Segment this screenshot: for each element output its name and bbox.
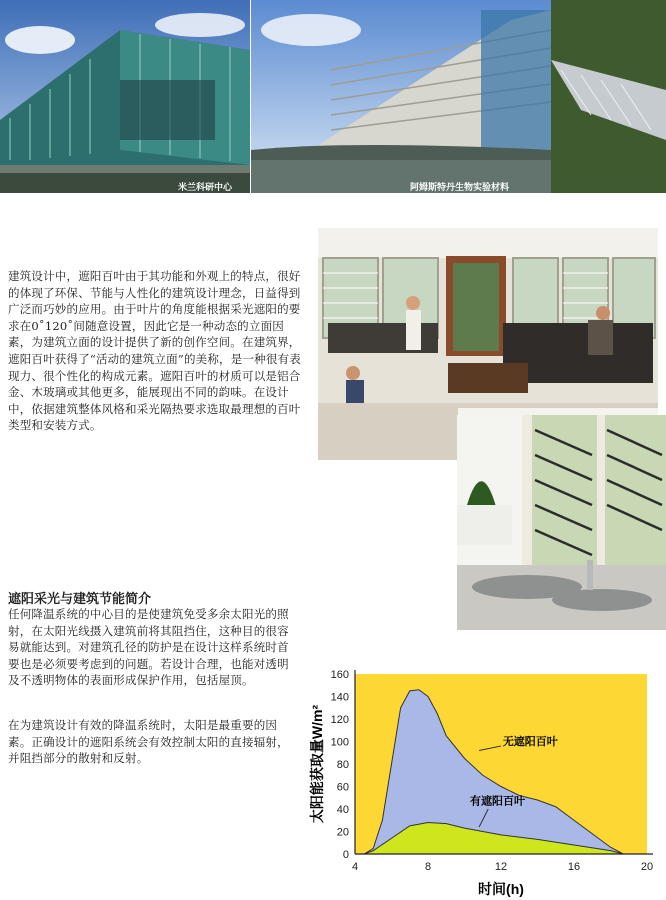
photo-kitchen-louvres — [457, 415, 666, 630]
y-tick-label: 80 — [336, 759, 349, 771]
x-tick-label: 12 — [494, 861, 508, 873]
y-tick-label: 160 — [330, 669, 349, 681]
y-tick-label: 20 — [336, 826, 349, 839]
intro-paragraph: 建筑设计中，遮阳百叶由于其功能和外观上的特点，很好的体现了环保、节能与人性化的建筑设计理念，日益得到广泛而巧妙的应用。由于叶片的角度能根据采光遮阳的要求在0˚120˚间随意设置，因此它是一种动态的立面因素，为建筑立面的设计提供了新的创作空间。在建筑界，遮阳百叶获得了“活动的建筑立面”的美称，是一种很有表现力、很个性化的构成元素。遮阳百叶的材质可以是铝合金、木玻璃或其他更多，能展现出不同的韵味。在设计中，依据建筑整体风格和采光隔热要求选取最理想的百叶类型和安装方式。 — [8, 269, 301, 433]
y-tick-label: 120 — [330, 714, 349, 726]
y-tick-label: 0 — [342, 849, 349, 861]
x-tick-label: 20 — [640, 861, 654, 873]
section-paragraph-2: 在为建筑设计有效的降温系统时，太阳是最重要的因素。正确设计的遮阳系统会有效控制太阳的直接辐射，并阻挡部分的散射和反射。 — [8, 718, 289, 766]
chart-x-axis-label: 时间(h) — [478, 881, 524, 897]
photo-milan-research-center — [0, 0, 250, 193]
section-heading: 遮阳采光与建筑节能简介 — [8, 591, 152, 606]
solar-gain-chart — [300, 662, 666, 900]
x-tick-label: 4 — [351, 861, 359, 873]
caption-amsterdam-biolab: 阿姆斯特丹生物实验材料 — [410, 182, 510, 192]
series-label-no-blind: 无遮阳百叶 — [502, 735, 558, 748]
y-tick-label: 100 — [330, 736, 349, 749]
y-tick-label: 40 — [336, 804, 349, 816]
section-paragraph-1: 任何降温系统的中心目的是使建筑免受多余太阳光的照射，在太阳光线摄入建筑前将其阻挡住，这种目的很容易就能达到。对建筑孔径的防护是在设计这样系统时首要也是必须要考虑到的问题。若设计合理，也能对透明及不透明物体的表面形成保护作用，包括屋顶。 — [8, 607, 289, 688]
y-tick-label: 140 — [330, 691, 349, 704]
chart-y-axis-label: 太阳能获取量W/m² — [309, 704, 325, 824]
caption-milan-research-center: 米兰科研中心 — [178, 182, 233, 192]
x-tick-label: 16 — [567, 861, 581, 873]
x-tick-label: 8 — [424, 861, 432, 873]
photo-amsterdam-biolab — [251, 0, 666, 193]
y-tick-label: 60 — [336, 781, 349, 794]
series-label-with-blind: 有遮阳百叶 — [469, 795, 525, 808]
